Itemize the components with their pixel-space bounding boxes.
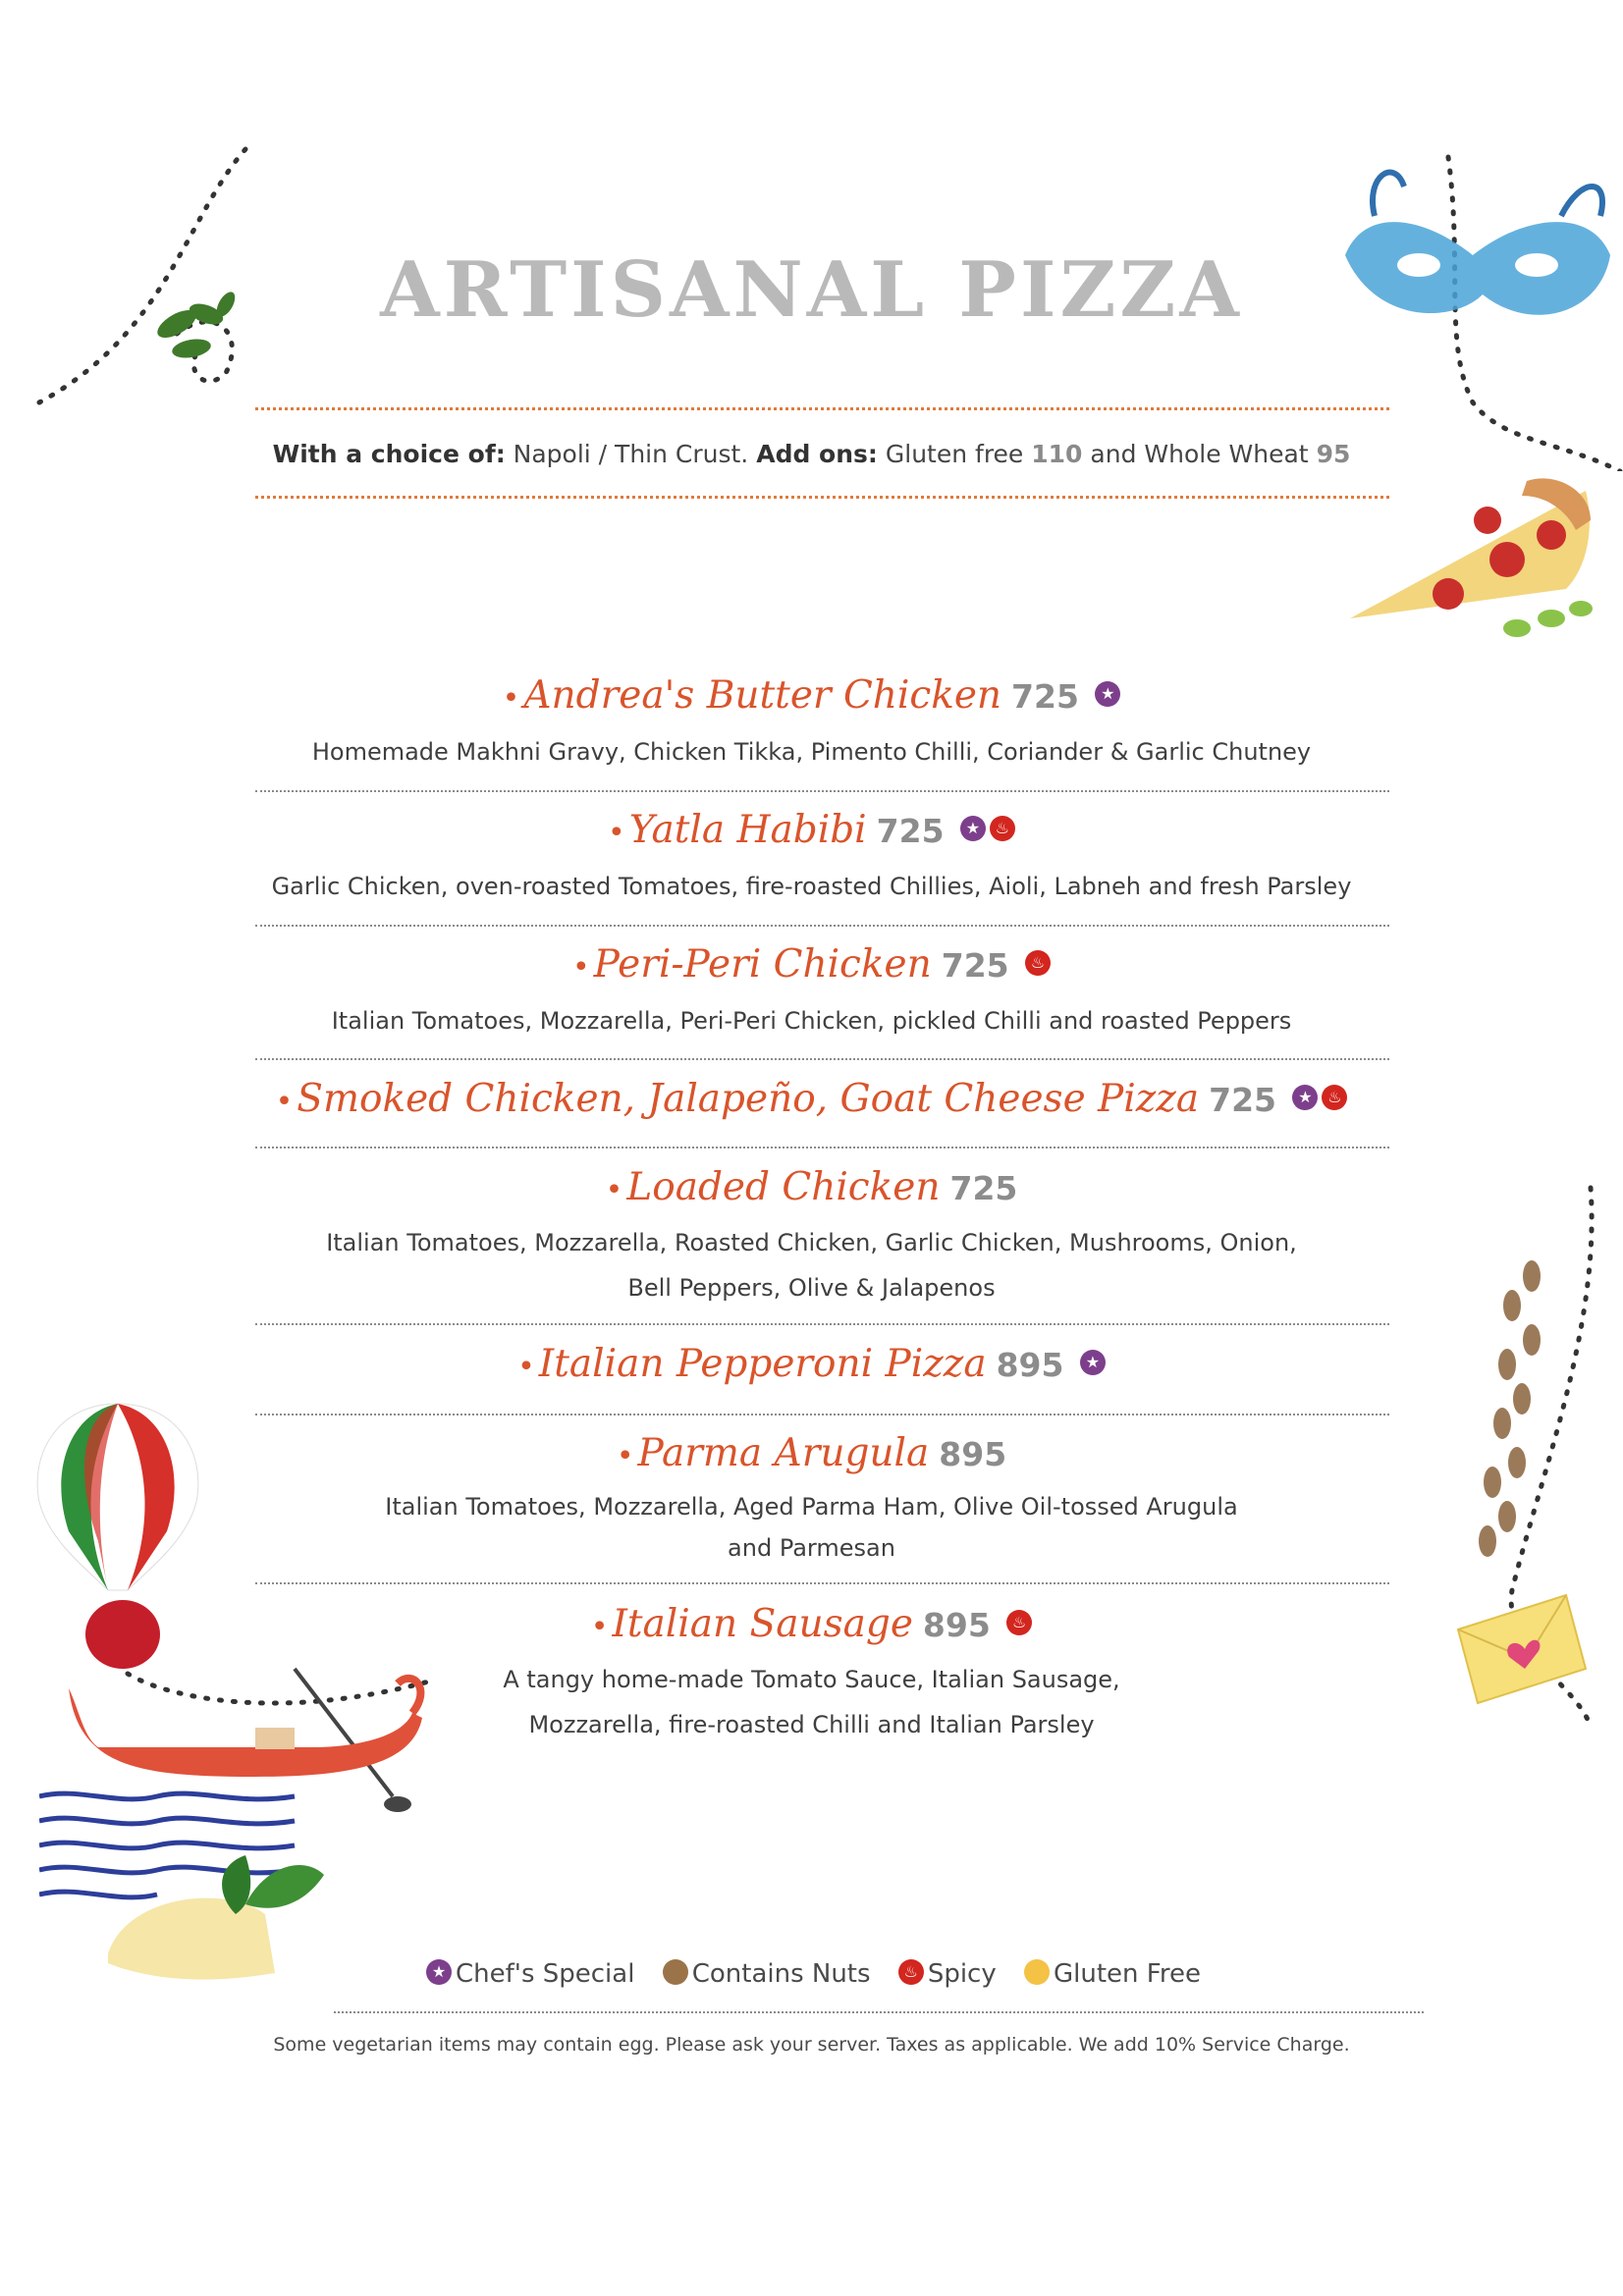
spicy-icon: ♨ — [990, 816, 1015, 841]
page-title: ARTISANAL PIZZA — [380, 245, 1243, 335]
item-description — [0, 864, 1623, 909]
bullet-icon: • — [590, 1610, 609, 1644]
item-price: 725 — [941, 946, 1009, 985]
footnote: Some vegetarian items may contain egg. Please ask your server. Taxes as applicable. We add 10% Service Charge. — [273, 2034, 1350, 2056]
crust-options-line — [0, 440, 1623, 468]
bullet-icon: • — [608, 816, 625, 850]
item-divider — [255, 790, 1389, 792]
header-divider-top — [255, 407, 1389, 410]
item-name: Parma Arugula — [637, 1431, 930, 1475]
legend-contains-nuts — [659, 1959, 871, 1989]
legend-divider — [334, 2011, 1424, 2013]
legend-label: Contains Nuts — [691, 1959, 871, 1989]
chef-special-icon: ★ — [960, 816, 986, 841]
description-line: and Parmesan — [728, 1534, 895, 1562]
bullet-icon: • — [502, 681, 520, 716]
header-divider-bottom — [255, 496, 1389, 499]
pizza-slice-illustration — [1340, 471, 1596, 658]
menu-item-title — [0, 1431, 1623, 1475]
bullet-icon: • — [616, 1439, 634, 1473]
legend-label: Chef's Special — [456, 1959, 635, 1989]
choice-label: With a choice of: — [272, 440, 506, 468]
item-divider — [255, 1582, 1389, 1584]
menu-item-title — [0, 1077, 1623, 1121]
item-divider — [255, 1147, 1389, 1148]
choice-options: Napoli / Thin Crust. — [513, 440, 749, 468]
menu-item-title — [0, 942, 1623, 987]
description-line: Italian Tomatoes, Mozzarella, Aged Parma Ham, Olive Oil-tossed Arugula — [385, 1493, 1238, 1521]
item-divider — [255, 1323, 1389, 1325]
menu-item-title — [0, 1342, 1623, 1386]
item-price: 725 — [1011, 677, 1079, 716]
item-description — [0, 729, 1623, 774]
and-text: and — [1090, 440, 1137, 468]
bullet-icon: • — [275, 1085, 294, 1119]
legend-spicy — [894, 1959, 997, 1989]
item-price: 895 — [922, 1606, 991, 1644]
nuts-icon — [663, 1959, 688, 1985]
dietary-legend — [0, 1959, 1623, 1989]
gluten-free-price: 110 — [1031, 440, 1083, 468]
menu-item-title — [0, 1165, 1623, 1209]
item-divider — [255, 1414, 1389, 1415]
item-divider — [255, 925, 1389, 927]
item-name: Italian Pepperoni Pizza — [538, 1342, 987, 1386]
description-line: Mozzarella, fire-roasted Chilli and Italian Parsley — [528, 1711, 1095, 1738]
bullet-icon: • — [517, 1350, 535, 1384]
bullet-icon: • — [571, 950, 590, 985]
description-line: A tangy home-made Tomato Sauce, Italian Sausage, — [503, 1666, 1120, 1693]
item-name: Andrea's Butter Chicken — [523, 673, 1002, 718]
item-description — [0, 1486, 1623, 1569]
item-price: 895 — [939, 1435, 1007, 1473]
menu-item-title — [0, 673, 1623, 718]
item-price: 725 — [1209, 1081, 1276, 1119]
menu-item-title — [0, 808, 1623, 852]
description-line: Homemade Makhni Gravy, Chicken Tikka, Pimento Chilli, Coriander & Garlic Chutney — [311, 738, 1312, 766]
whole-wheat-label: Whole Wheat — [1144, 440, 1309, 468]
description-line: Italian Tomatoes, Mozzarella, Roasted Chicken, Garlic Chicken, Mushrooms, Onion, — [326, 1229, 1297, 1256]
item-description — [0, 998, 1623, 1043]
addons-label: Add ons: — [756, 440, 878, 468]
item-name: Loaded Chicken — [626, 1165, 941, 1209]
spicy-icon: ♨ — [1025, 950, 1051, 976]
gluten-free-label: Gluten free — [885, 440, 1024, 468]
item-name: Smoked Chicken, Jalapeño, Goat Cheese Pizza — [297, 1077, 1200, 1121]
spicy-icon: ♨ — [898, 1959, 924, 1985]
item-divider — [255, 1058, 1389, 1060]
item-name: Yatla Habibi — [628, 808, 867, 852]
description-line: Italian Tomatoes, Mozzarella, Peri-Peri Chicken, pickled Chilli and roasted Peppers — [331, 1007, 1292, 1035]
item-price: 725 — [876, 812, 945, 850]
item-name: Peri-Peri Chicken — [593, 942, 932, 987]
bullet-icon: • — [605, 1173, 623, 1207]
chef-special-icon: ★ — [1080, 1350, 1106, 1375]
menu-item-title — [0, 1602, 1623, 1646]
chef-special-icon: ★ — [426, 1959, 452, 1985]
item-description — [0, 1657, 1623, 1747]
legend-chef-special — [422, 1959, 634, 1989]
spicy-icon: ♨ — [1322, 1085, 1347, 1110]
chef-special-icon: ★ — [1292, 1085, 1318, 1110]
legend-label: Spicy — [927, 1959, 997, 1989]
spicy-icon: ♨ — [1006, 1610, 1032, 1635]
item-description — [0, 1220, 1623, 1310]
gluten-free-icon — [1024, 1959, 1050, 1985]
whole-wheat-price: 95 — [1316, 440, 1351, 468]
item-price: 725 — [949, 1169, 1018, 1207]
legend-label: Gluten Free — [1054, 1959, 1201, 1989]
description-line: Garlic Chicken, oven-roasted Tomatoes, fire-roasted Chillies, Aioli, Labneh and fresh Parsley — [271, 873, 1352, 900]
description-line: Bell Peppers, Olive & Jalapenos — [627, 1274, 996, 1302]
legend-gluten-free — [1020, 1959, 1201, 1989]
item-price: 895 — [996, 1346, 1064, 1384]
chef-special-icon: ★ — [1095, 681, 1120, 707]
item-name: Italian Sausage — [612, 1602, 913, 1646]
